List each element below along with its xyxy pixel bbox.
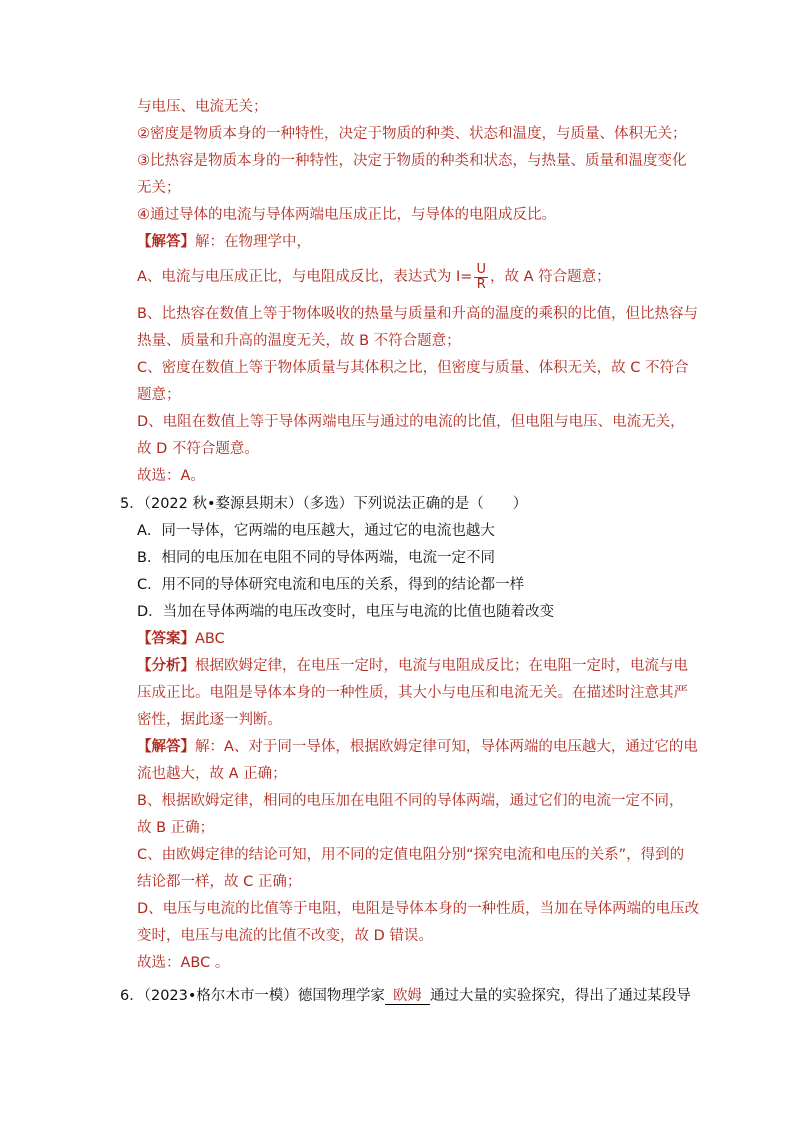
text-line: D、电压与电流的比值等于电阻，电阻是导体本身的一种性质，当加在导体两端的电压改 xyxy=(137,901,700,917)
question-6-stem xyxy=(120,987,691,1005)
fraction-u-over-r xyxy=(474,263,488,292)
text-line: 热量、质量和升高的温度无关，故 B 不符合题意； xyxy=(137,333,461,349)
question-6-prefix: 6．（2023•格尔木市一模）德国物理学家 xyxy=(120,988,385,1004)
solution-heading xyxy=(137,233,311,251)
analysis-text: 根据欧姆定律，在电压一定时，电流与电阻成反比；在电阻一定时，电流与电 xyxy=(195,658,688,674)
question-5-option-b: B．相同的电压加在电阻不同的导体两端，电流一定不同 xyxy=(137,550,495,566)
question-5-option-d: D．当加在导体两端的电压改变时，电压与电流的比值也随着改变 xyxy=(137,604,555,620)
fraction-numerator: U xyxy=(476,261,486,277)
text-line: 密性，据此逐一判断。 xyxy=(137,712,282,728)
text-line: 故 B 正确； xyxy=(137,820,215,836)
question-5-stem: 5．（2022 秋•婺源县期末）（多选）下列说法正确的是（ ） xyxy=(120,496,528,512)
question-5-option-a: A．同一导体，它两端的电压越大，通过它的电流也越大 xyxy=(137,523,495,539)
solution-tag: 【解答】 xyxy=(137,739,195,755)
answer-value: ABC xyxy=(195,631,225,647)
solution-line xyxy=(137,738,698,756)
solution-tag: 【解答】 xyxy=(137,234,195,250)
text-line: C、由欧姆定律的结论可知，用不同的定值电阻分别“探究电流和电压的关系”，得到的 xyxy=(137,847,685,863)
text-line: 与电压、电流无关； xyxy=(137,99,268,115)
fraction-denominator: R xyxy=(476,276,486,292)
text-line: 变时，电压与电流的比值不改变，故 D 错误。 xyxy=(137,928,433,944)
text-line: ②密度是物质本身的一种特性，决定于物质的种类、状态和温度，与质量、体积无关； xyxy=(137,126,687,142)
analysis-tag: 【分析】 xyxy=(137,658,195,674)
solution-text: 解：A、对于同一导体，根据欧姆定律可知，导体两端的电压越大，通过它的电 xyxy=(195,739,698,755)
text-line: 无关； xyxy=(137,180,181,196)
text-line: 故 D 不符合题意。 xyxy=(137,441,259,457)
analysis-line xyxy=(137,657,688,675)
text-line: B、根据欧姆定律，相同的电压加在电阻不同的导体两端，通过它们的电流一定不同， xyxy=(137,793,684,809)
question-5-option-c: C．用不同的导体研究电流和电压的关系，得到的结论都一样 xyxy=(137,577,525,593)
text-line: 故选：A。 xyxy=(137,468,205,484)
text-line: B、比热容在数值上等于物体吸收的热量与质量和升高的温度的乘积的比值，但比热容与 xyxy=(137,306,698,322)
answer-tag: 【答案】 xyxy=(137,631,195,647)
text-line: 流也越大，故 A 正确； xyxy=(137,766,287,782)
formula-prefix: A、电流与电压成正比，与电阻成反比，表达式为 I= xyxy=(137,269,473,285)
text-line: C、密度在数值上等于物体质量与其体积之比，但密度与质量、体积无关，故 C 不符合 xyxy=(137,360,689,376)
formula-line xyxy=(137,262,611,292)
text-line: 题意； xyxy=(137,387,181,403)
text-line: D、电阻在数值上等于导体两端电压与通过的电流的比值，但电阻与电压、电流无关， xyxy=(137,414,685,430)
text-line: ③比热容是物质本身的一种特性，决定于物质的种类和状态，与热量、质量和温度变化 xyxy=(137,153,687,169)
solution-intro: 解：在物理学中， xyxy=(195,234,311,250)
answer-blank: 欧姆 xyxy=(385,988,430,1005)
answer-line xyxy=(137,630,225,648)
question-6-suffix: 通过大量的实验探究，得出了通过某段导 xyxy=(429,988,691,1004)
text-line: 故选：ABC 。 xyxy=(137,955,230,971)
text-line: 结论都一样，故 C 正确； xyxy=(137,874,302,890)
formula-suffix: ，故 A 符合题意； xyxy=(489,269,611,285)
text-line: ④通过导体的电流与导体两端电压成正比，与导体的电阻成反比。 xyxy=(137,207,556,223)
text-line: 压成正比。电阻是导体本身的一种性质，其大小与电压和电流无关。在描述时注意其严 xyxy=(137,685,688,701)
